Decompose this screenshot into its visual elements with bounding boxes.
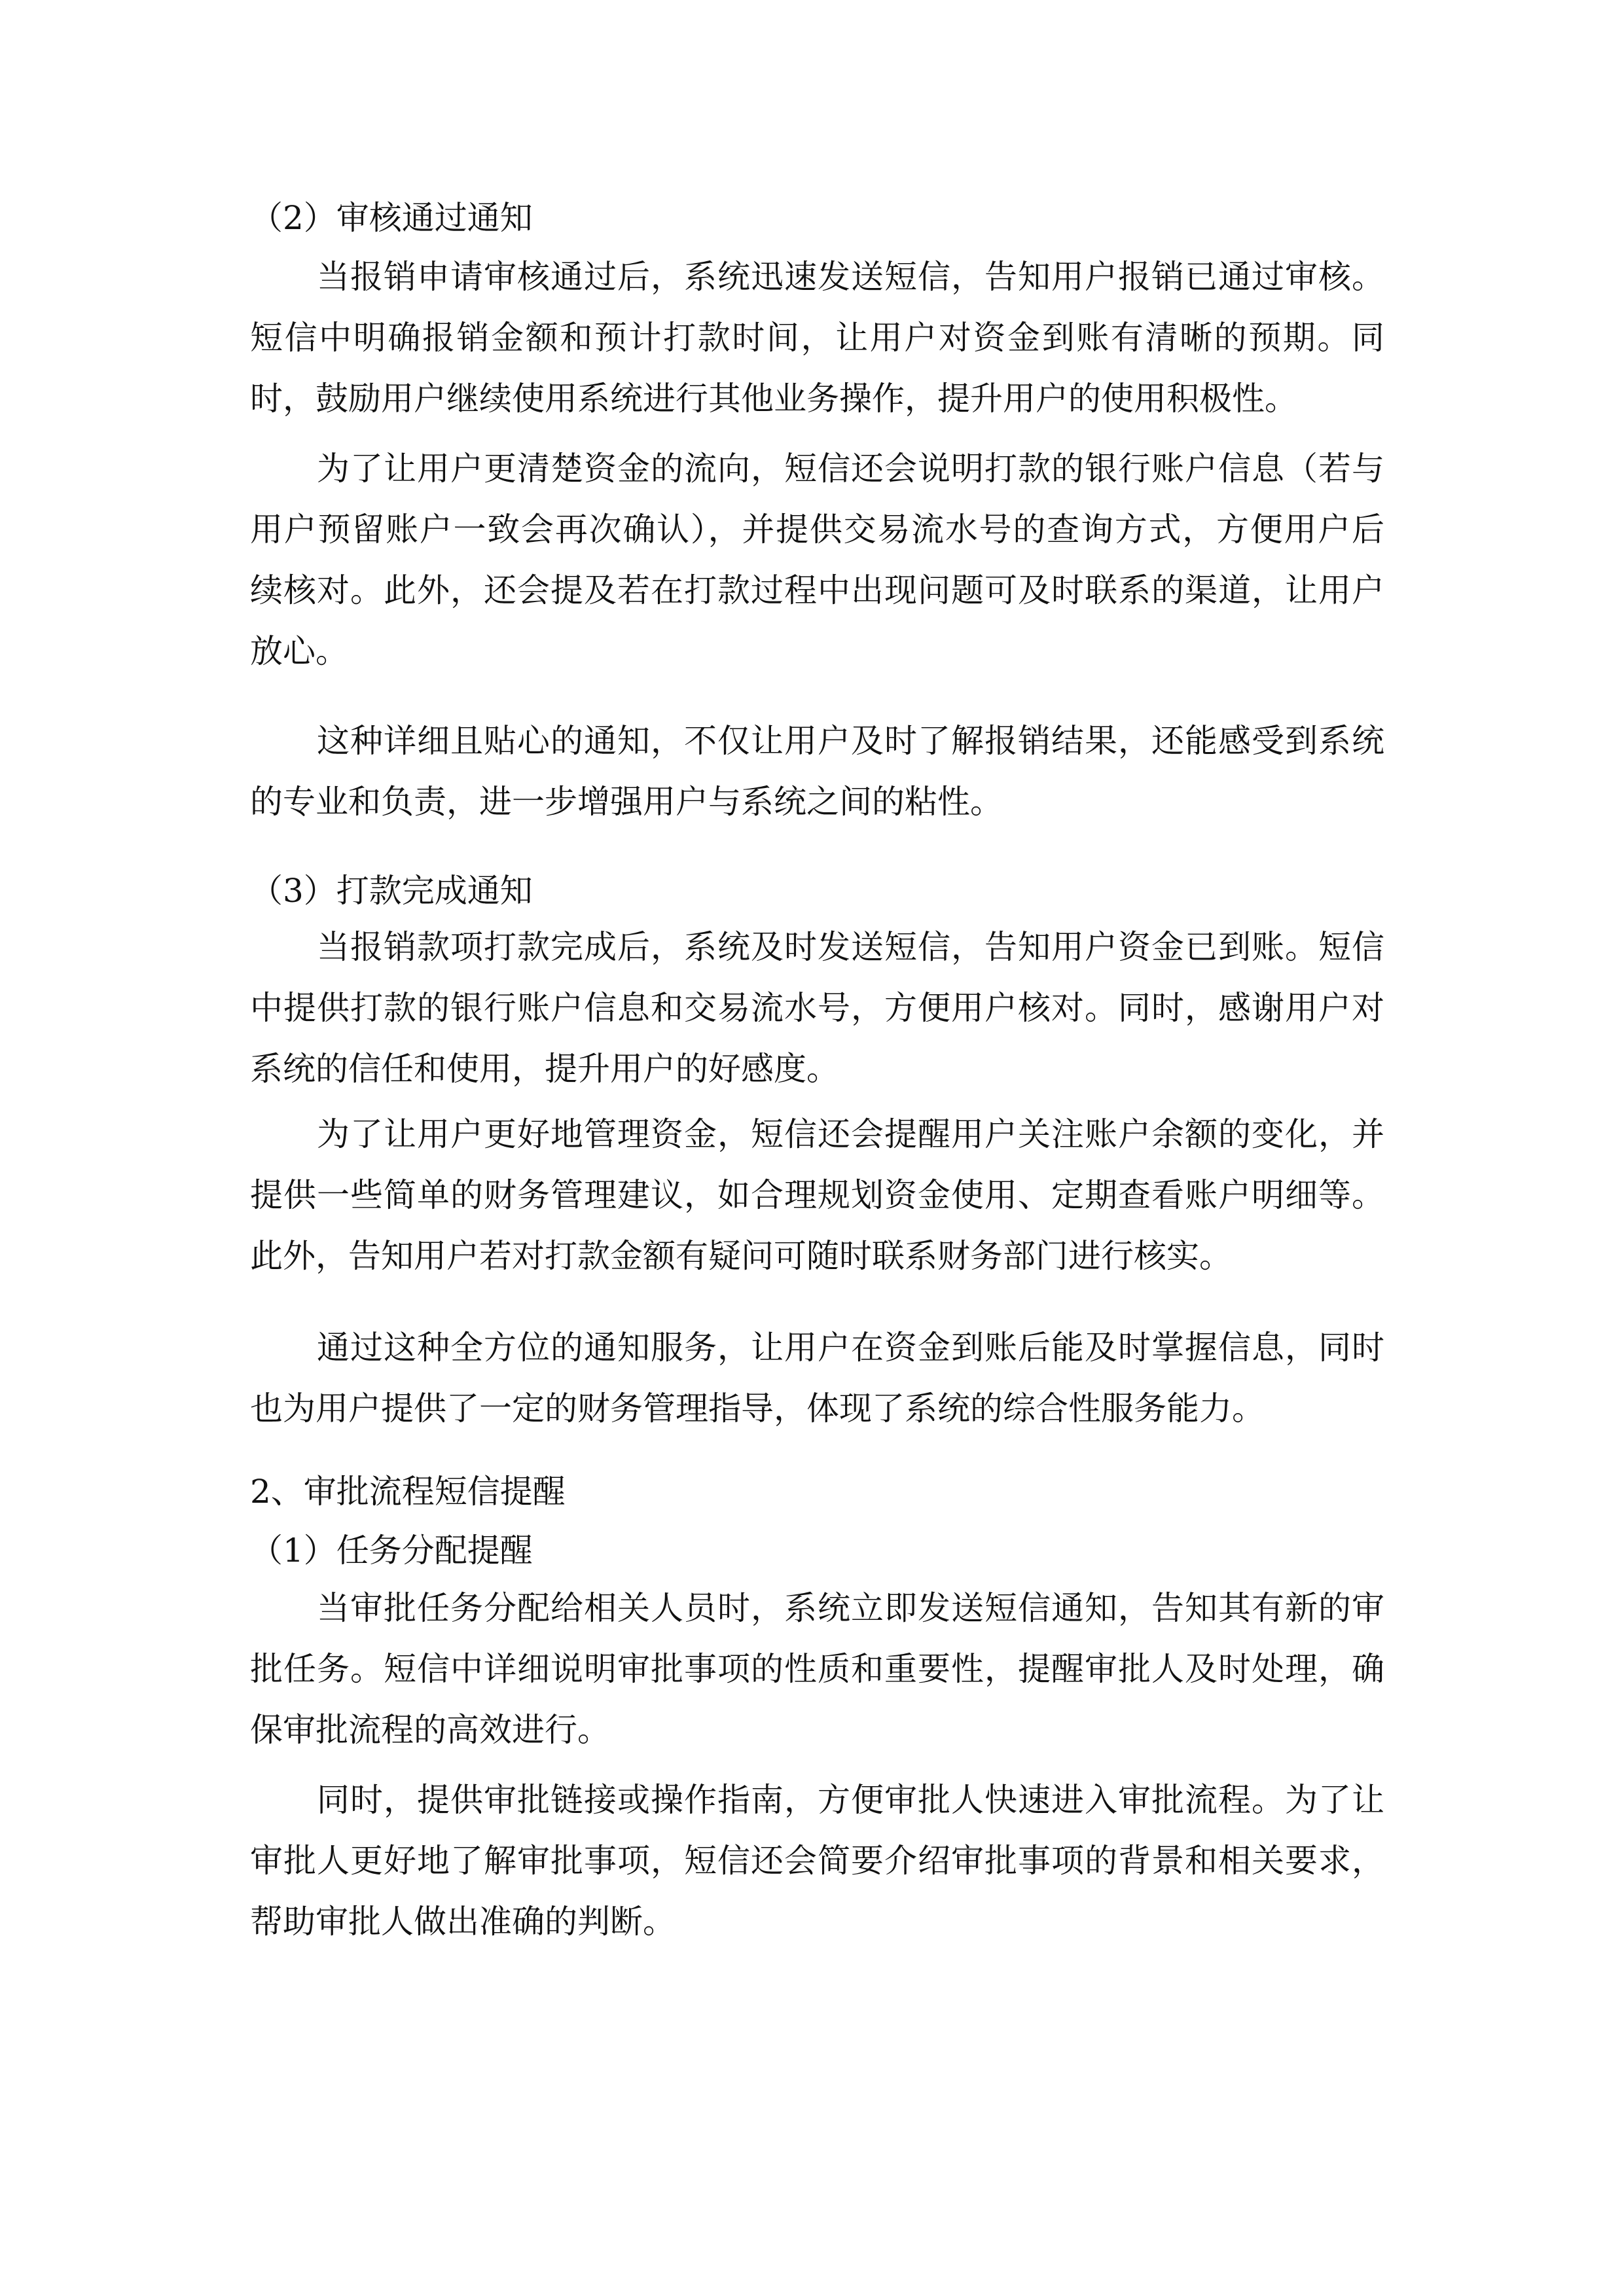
text-line: 的专业和负责，进一步增强用户与系统之间的粘性。 (250, 783, 1003, 821)
text-line: 批任务。短信中详细说明审批事项的性质和重要性，提醒审批人及时处理，确 (250, 1650, 1384, 1688)
text-line: 续核对。此外，还会提及若在打款过程中出现问题可及时联系的渠道，让用户 (250, 571, 1384, 609)
text-line: 短信中明确报销金额和预计打款时间，让用户对资金到账有清晰的预期。同 (250, 319, 1384, 357)
text-line: （2）审核通过通知 (250, 199, 533, 237)
text-line: 时，鼓励用户继续使用系统进行其他业务操作，提升用户的使用积极性。 (250, 380, 1297, 418)
text-line: 2、审批流程短信提醒 (250, 1473, 566, 1511)
paragraph (250, 1578, 1384, 1761)
paragraph (250, 711, 1384, 833)
text-line: 这种详细且贴心的通知，不仅让用户及时了解报销结果，还能感受到系统 (317, 722, 1384, 760)
text-line: （1）任务分配提醒 (250, 1532, 533, 1570)
text-line: 当报销申请审核通过后，系统迅速发送短信，告知用户报销已通过审核。 (317, 258, 1384, 296)
section-heading (250, 861, 1384, 922)
text-line: 为了让用户更清楚资金的流向，短信还会说明打款的银行账户信息（若与 (317, 450, 1384, 488)
text-line: 审批人更好地了解审批事项，短信还会简要介绍审批事项的背景和相关要求， (250, 1842, 1384, 1880)
text-line: 用户预留账户一致会再次确认），并提供交易流水号的查询方式，方便用户后 (250, 511, 1384, 548)
text-line: 保审批流程的高效进行。 (250, 1711, 610, 1749)
text-line: 也为用户提供了一定的财务管理指导，体现了系统的综合性服务能力。 (250, 1390, 1265, 1427)
paragraph (250, 247, 1384, 429)
text-line: （3）打款完成通知 (250, 872, 533, 910)
text-line: 放心。 (250, 632, 348, 670)
text-line: 提供一些简单的财务管理建议，如合理规划资金使用、定期查看账户明细等。 (250, 1176, 1384, 1214)
section-heading (250, 188, 1384, 249)
text-line: 当报销款项打款完成后，系统及时发送短信，告知用户资金已到账。短信 (317, 928, 1384, 966)
text-line: 通过这种全方位的通知服务，让用户在资金到账后能及时掌握信息，同时 (317, 1329, 1384, 1367)
paragraph (250, 1770, 1384, 1952)
section-heading (250, 1462, 1384, 1522)
paragraph (250, 1318, 1384, 1439)
paragraph (250, 1104, 1384, 1287)
paragraph (250, 439, 1384, 682)
text-line: 同时，提供审批链接或操作指南，方便审批人快速进入审批流程。为了让 (317, 1781, 1384, 1819)
text-line: 当审批任务分配给相关人员时，系统立即发送短信通知，告知其有新的审 (317, 1589, 1384, 1627)
text-line: 系统的信任和使用，提升用户的好感度。 (250, 1050, 839, 1088)
text-line: 此外，告知用户若对打款金额有疑问可随时联系财务部门进行核实。 (250, 1237, 1232, 1275)
text-line: 为了让用户更好地管理资金，短信还会提醒用户关注账户余额的变化，并 (317, 1115, 1384, 1153)
section-heading (250, 1520, 1384, 1581)
text-line: 中提供打款的银行账户信息和交易流水号，方便用户核对。同时，感谢用户对 (250, 989, 1384, 1027)
text-line: 帮助审批人做出准确的判断。 (250, 1903, 676, 1941)
paragraph (250, 917, 1384, 1100)
